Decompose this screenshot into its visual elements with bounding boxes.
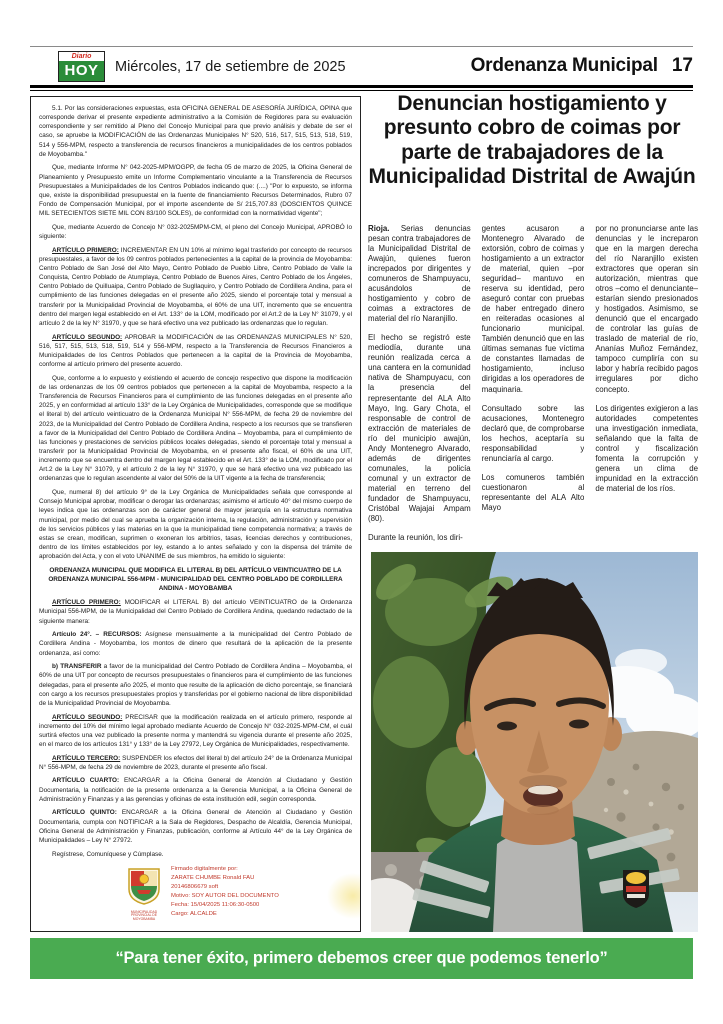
article-paragraph: Los comuneros también cuestionaron al representante del ALA Alto Mayo [481, 472, 585, 512]
ordinance-paragraph: ARTÍCULO CUARTO: ENCARGAR a la Oficina General de Atención al Ciudadano y Gestión Documentaria, la notificación de la presente ordenanza a la Gerencia Municipal, a la Oficina General de Administración y Finanzas y a las gerencias y oficinas de esta institución edil, según corresponda. [39, 777, 352, 803]
article-paragraph: Consultado sobre las acusaciones, Montenegro declaró que, de comprobarse los hechos, aceptaría su responsabilidad y renunciaría al cargo. [481, 403, 585, 463]
header-thick-rule [30, 85, 693, 88]
masthead-hoy-label: HOY [59, 61, 104, 81]
ordinance-paragraph: Que, mediante Acuerdo de Concejo N° 032-2025MPM-CM, el pleno del Concejo Municipal, APROBÓ lo siguiente: [39, 223, 352, 241]
ordinance-paragraph: ARTÍCULO QUINTO: ENCARGAR a la Oficina General de Atención al Ciudadano y Gestión Documentaria, cumpla con NOTIFICAR a la Sala de Regidores, Despacho de Alcaldía, Gerencia Municipal, Oficina General de Administración y Finanzas, publicación, conforme al Artículo 44° de la Ley Orgánica de Municipalidades – Ley N° 27972. [39, 809, 353, 844]
article-photo [371, 552, 698, 932]
gray-shirt [493, 832, 583, 932]
section-title: Ordenanza Municipal [470, 55, 658, 76]
ordinance-paragraph: 5.1. Por las consideraciones expuestas, esta OFICINA GENERAL DE ASESORÍA JURÍDICA, OPINA que corresponde derivar el presente expediente administrativo a la Comisión de Regidores para su evaluación correspondiente y ser remitido al Pleno del Concejo Municipal para que previo análisis y debate de ser el caso, se apruebe la MODIFICACIÓN de las Ordenanzas Municipales N° 520, 516, 517, 515, 513, 518, 519, 514 y 556-MPM, respecto a transferencia de recursos financieros a municipalidades de los centros poblados de Moyobamba." [39, 105, 352, 158]
ordinance-paragraph: Que, numeral 8) del artículo 9° de la Ley Orgánica de Municipalidades señala que corresponde al Consejo Municipal aprobar, modificar o derogar las ordenanzas; asimismo el artículo 40° del mismo cuerpo de leyes indica que las ordenanzas son de carácter general de mayor jerarquía en la estructura normativa municipal, por medio del cual se aprueba la organización interna, la regulación, administración y supervisión de los servicios públicos y las materias en la que la municipalidad tiene competencia normativa; a través de estas se crean, modifican, suprimen o exoneran los arbitrios, tasas, licencias derechos y contribuciones, dentro de los límites establecidos por ley, estando a lo antes señalado y con la dispensa del trámite de aprobación del Acta, y con el voto UNANIME de sus miembros, ha emitido lo siguiente: [39, 489, 352, 561]
section-header [471, 55, 693, 77]
article-paragraph: Rioja. Serias denuncias pesan contra trabajadores de la Municipalidad Distrital de Awajún, quienes fueron increpados por dirigentes y comuneros de Shampuyacu, acusándolos de hostigamiento y cobro de coimas a extractores de material del río Naranjillo. [368, 224, 471, 324]
diario-hoy-logo [58, 51, 105, 82]
ordinance-paragraph: ARTÍCULO PRIMERO: INCREMENTAR EN UN 10% al mínimo legal trasferido por concepto de recursos presupuestales, a favor de los 09 centros poblados pertenecientes a la capital de la provincia de Moyobamba: Centro Poblado de San José del Alto Mayo, Centro Poblado de Pueblo Libre, Centro Poblado de Valle la Conquista, Centro Poblado de Atumplaya, Centro Poblado de Buenos Aires, Centro Poblado de los Ángeles, Centro Poblado de Quilluaipa, Centro Poblado de Sugllaquiro, y Centro Poblado de Cordillera Andina, para el cumplimiento de las funciones delegadas en el presente año 2025, siendo el porcentaje total y mensual a transferir por la Municipalidad Provincial de Moyobamba, el 60% de una UIT, incremento que se encuentra dentro del margen legal establecido en el Art. 133° de la LOM, modificado por el Art.2 de la Ley N° 31079, y el artículo 2 de la ley N° 31970, y que se hará efectivo una vez publicado las ordenanzas que lo regulan. [39, 246, 352, 327]
article-paragraph: Los dirigentes exigieron a las autoridades competentes una investigación inmediata, señalando que la falta de control y fiscalización fomenta la corrupción y genera un clima de impunidad en la extracción de material de los ríos. [595, 403, 698, 493]
ordinance-text-box [30, 96, 361, 932]
article-column-2 [482, 224, 585, 554]
signature-line: Motivo: SOY AUTOR DEL DOCUMENTO [171, 893, 279, 900]
ordinance-paragraph: ARTÍCULO SEGUNDO: APROBAR la MODIFICACIÓN de las ORDENANZAS MUNICIPALES N° 520, 516, 517, 515, 513, 518, 519, 514 y 556-MPM, respecto a la Transferencia de Recursos Financieros a Municipalidades de los Centros Poblados que pertenecen a la capital de la Provincia de Moyobamba, conforme al artículo primero del presente acuerdo. [39, 333, 352, 369]
signature-line: Cargo: ALCALDE [171, 911, 217, 918]
article-column-3 [595, 224, 698, 554]
article-paragraph: por no pronunciarse ante las denuncias y le increparon que en la margen derecha del río Naranjillo existen extractores que operan sin autorización, mientras que otros –como el denunciante– estarían siendo presionados y hostigados. Asimismo, se denunció que el encargado de controlar las guías de traslado de material de río, Ananías Muñoz Fernández, tampoco cumpliría con su labor y habría recibido pagos irregulares por dicho concepto. [595, 224, 698, 394]
article-headline: Denuncian hostigamiento y presunto cobro de coimas por parte de trabajadores de la Municipalidad Distrital de Awajún [368, 92, 696, 189]
signature-text [171, 865, 279, 922]
header-top-rule [30, 46, 693, 47]
crest-caption: MUNICIPALIDAD PROVINCIAL DE MOYOBAMBA [130, 909, 158, 922]
masthead-diario-label: Diario [71, 53, 92, 60]
article-paragraph: El hecho se registró este mediodía, durante una reunión realizada cerca a una cantera en la comunidad nativa de Shampuyacu, con la presencia del representante del ALA Alto Mayo, Ing. Gary Chota, el responsable de control de extracción de materiales de río del municipio awajún, Andy Montenegro Alvarado, además de dirigentes comunales, la policía comunal y un extractor de material en terreno del fundador de Shampuyacu, Cristóbal Wajajai Ampam (80). [368, 333, 471, 523]
ordinance-paragraph: ARTÍCULO PRIMERO: MODIFICAR el LITERAL B) del artículo VEINTICUATRO de la Ordenanza Municipal 556-MPM, de la Municipalidad del Centro Poblado de Cordillera Andina, quedando redactado de la siguiente manera: [39, 599, 352, 625]
signature-line: Firmado digitalmente por: [171, 865, 238, 872]
ordinance-paragraph: Que, conforme a lo expuesto y existiendo el acuerdo de concejo respectivo que dispone la modificación de las ordenanzas de los 09 centros poblados que pertenecen a la capital de Moyobamba, respecto a la Transferencia de Recursos Financieros para el cumplimiento de las funciones delegadas en el presente año 2025, y en conformidad al artículo 133° de la Ley Orgánica de Municipalidades, corresponde que se modifique el literal b) del artículo veinticuatro de la Ordenanza Municipal N° 556-MPM, de fecha 29 de noviembre del 2023, de la Municipalidad del Centro Poblado de Cordillera Andina, respecto a los recursos que se transfieren a favor de la Municipalidad del Centro Poblado de Cordillera Andina – Moyobamba, para el cumplimiento de las funciones y prestaciones de servicios públicos locales delegadas, siendo el porcentaje total y mensual a transferir por la Municipalidad Provincial de Moyobamba, en el presente año fiscal, el 60% de una UIT, incremento que se encuentra dentro del margen legal establecido en el Art. 133° de la LOM, modificado por el Art.2 de la Ley N° 31079, y el artículo 2 de la ley N° 31970, y que se hará efectivo una vez publicado las ordenanzas que lo regulan ascendente al valor del 50% de la UIT vigente a la fecha de transferencia; [39, 374, 352, 483]
digital-signature-block [127, 865, 352, 922]
ordinance-heading: ORDENANZA MUNICIPAL QUE MODIFICA EL LITERAL B) DEL ARTÍCULO VEINTICUATRO DE LA ORDENANZA MUNICIPAL 556-MPM - MUNICIPALIDAD DEL CENTRO POBLADO DE CORDILLERA ANDINA - MOYOBAMBA [48, 566, 343, 593]
ordinance-paragraph: ARTÍCULO SEGUNDO: PRECISAR que la modificación realizada en el artículo primero, responde al incremento del 10% del mínimo legal aprobado mediante Acuerdo de Concejo N° 032-2025-MPM-CM, el cuál surtirá efectos una vez publicado la presente norma y mantendrá su vigencia durante el presente año 2025, en el marco de los artículos 131° y 133° de la Ley 27972, Ley Orgánica de Municipalidades, respectivamente. [39, 713, 352, 748]
edition-date: Miércoles, 17 de setiembre de 2025 [115, 59, 346, 75]
ordinance-paragraph: Regístrese, Comuníquese y Cúmplase. [52, 850, 164, 858]
article-body [368, 224, 698, 554]
vest-crest-patch [623, 870, 649, 908]
stamp-blur [327, 873, 361, 919]
signature-line: ZARATE CHUMBE Ronald FAU [171, 874, 255, 881]
ordinance-paragraph: Que, mediante Informe N° 042-2025-MPM/OGPP, de fecha 05 de marzo de 2025, la Oficina General de Planeamiento y Presupuesto emite un Informe Complementario vinculante a la Transferencia de Recursos Presupuestales a Municipalidades de los Centros Poblados indicando que: (....) "Por lo expuesto, se informa que, existe la disponibilidad presupuestal en la fuente de financiamiento Recursos Determinados, Rubro 07 Fondo de Compensación Municipal, por el importe ascendente de S/ 215,707.83 (DOSCIENTOS QUINCE MIL SETECIENTOS SIETE MIL CON 83/100 SOLES), de conformidad con la normatividad vigente"; [39, 164, 352, 218]
article-paragraph: Durante la reunión, los diri- [368, 532, 463, 542]
ordinance-paragraph: Artículo 24°. – RECURSOS: Asígnese mensualmente a la municipalidad del Centro Poblado de Cordillera Andina - Moyobamba, los montos de dinero que resultará de la aplicación de la presente ordenanza, así como: [39, 631, 352, 657]
header-thin-rule [30, 90, 693, 91]
page-number: 17 [671, 55, 693, 76]
article-column-1 [368, 224, 471, 554]
signature-line: 20146806679 soft [171, 884, 219, 890]
ordinance-paragraph: b) TRANSFERIR a favor de la municipalidad del Centro Poblado de Cordillera Andina – Moyobamba, el 60% de una UIT por concepto de recursos presupuestales o financieros para el cumplimiento de las funciones delegadas, para el presente año 2025, el monto que resulte de la aplicación de dicho porcentaje, se financiará con cargo a los recursos presupuestales propios y transferidas por el gobierno nacional de libre disponibilidad de la Municipalidad Provincial de Moyobamba. [39, 663, 352, 707]
municipal-crest-icon [127, 865, 161, 922]
signature-line: Fecha: 15/04/2025 11:06:30-0500 [171, 902, 260, 909]
footer-quote-banner [30, 938, 693, 979]
footer-quote-text: “Para tener éxito, primero debemos creer que podemos tenerlo” [115, 949, 608, 967]
ordinance-paragraph: ARTÍCULO TERCERO: SUSPENDER los efectos del literal b) del artículo 24° de la Ordenanza Municipal N° 556-MPM, de fecha 29 de noviembre de 2023, durante el presente año fiscal. [39, 754, 352, 771]
article-paragraph: gentes acusaron a Montenegro Alvarado de extorsión, cobro de coimas y hostigamiento a un extractor de material, quien –por seguridad– mantuvo en reserva su identidad, pero aseguró contar con pruebas de haber entregado dinero en reiteradas ocasiones al funcionario municipal. También denunció que en las últimas semanas fue víctima de constantes llamadas de hostigamiento, incluso dirigidas a los operadores de maquinaria. [481, 224, 585, 394]
